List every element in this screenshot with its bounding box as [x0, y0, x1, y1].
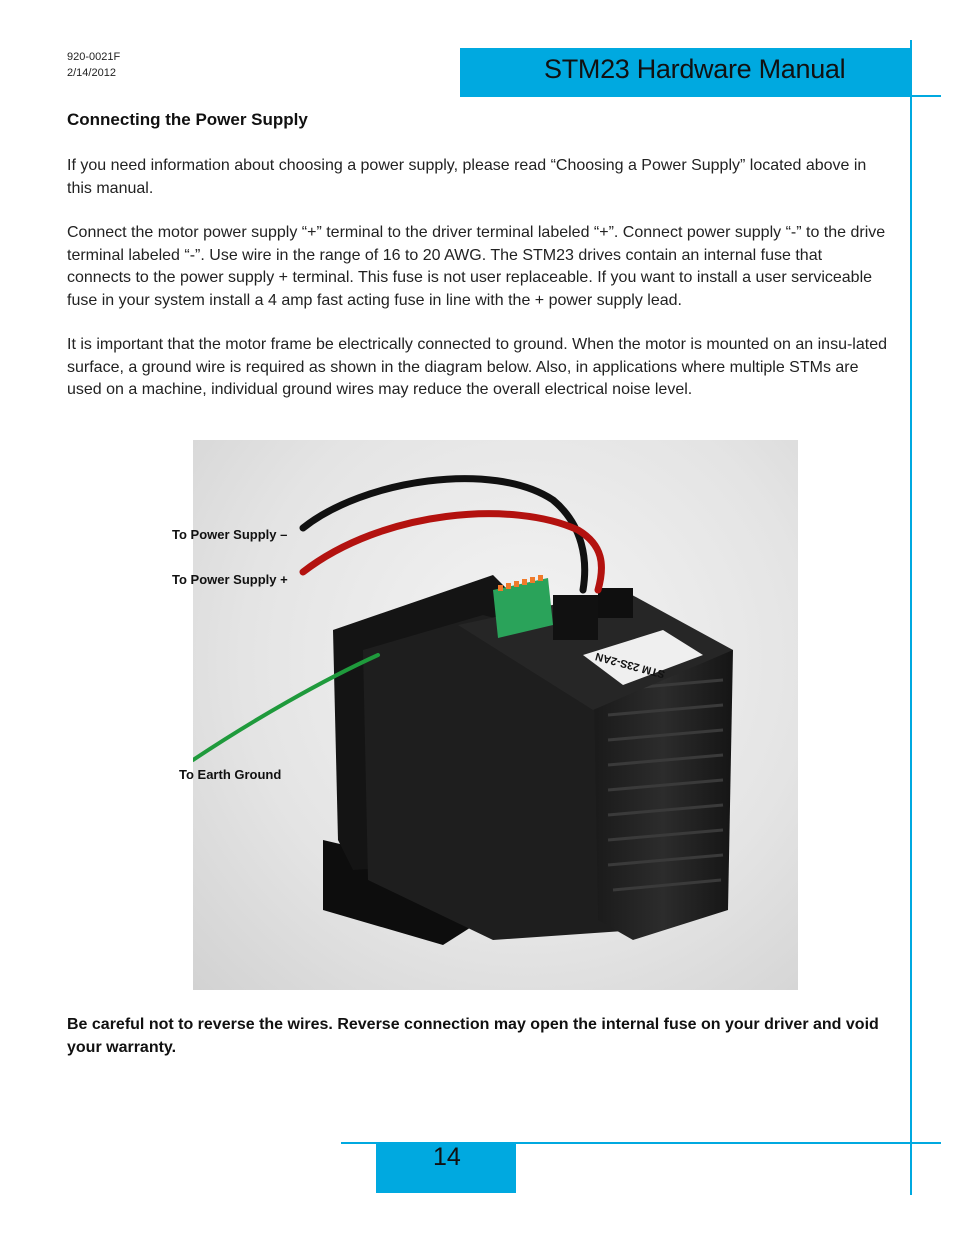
product-marking-text: STM 23S-2AN [594, 649, 667, 680]
section-heading: Connecting the Power Supply [67, 110, 308, 129]
manual-title: STM23 Hardware Manual [544, 54, 846, 84]
label-power-minus: To Power Supply – [172, 527, 288, 542]
comm-port-2 [598, 588, 633, 618]
document-number: 920-0021F [67, 51, 121, 63]
title-bar [460, 48, 912, 96]
margin-rule [910, 40, 912, 1195]
paragraph-grounding: It is important that the motor frame be electrically connected to ground. When the motor is mounted on an insu-lated surface, a ground wire is required as shown in the diagram below. Also, in applications where multiple STMs are used on a machine, individual ground wires may reduce the overall electrical noise level. [67, 336, 887, 398]
header-rule [460, 95, 941, 97]
wire-power-plus [303, 514, 601, 590]
page-number-box [376, 1143, 516, 1193]
page-number: 14 [433, 1143, 461, 1171]
paragraph-power-supply-info: If you need information about choosing a power supply, please read “Choosing a Power Supply” located above in this manual. [67, 157, 867, 197]
comm-port [553, 595, 598, 640]
paragraph-wiring: Connect the motor power supply “+” terminal to the driver terminal labeled “+”. Connect power supply “-” to the drive terminal labeled “-”. Use wire in the range of 16 to 20 AWG. The STM23 drives contain an internal fuse that connects to the power supply + terminal. This fuse is not user replaceable. If you want to install a user serviceable fuse in your system install a 4 amp fast acting fuse in line with the + power supply lead. [67, 224, 886, 309]
label-earth-ground: To Earth Ground [179, 767, 282, 782]
motor-wiring-photo [193, 440, 798, 990]
document-meta [67, 49, 120, 81]
document-date: 2/14/2012 [67, 67, 116, 79]
warning-text: Be careful not to reverse the wires. Reverse connection may open the internal fuse on your driver and void your warranty. [67, 1016, 879, 1056]
label-power-plus: To Power Supply + [172, 572, 288, 587]
wire-power-minus [303, 479, 585, 590]
motor-illustration [193, 440, 798, 990]
